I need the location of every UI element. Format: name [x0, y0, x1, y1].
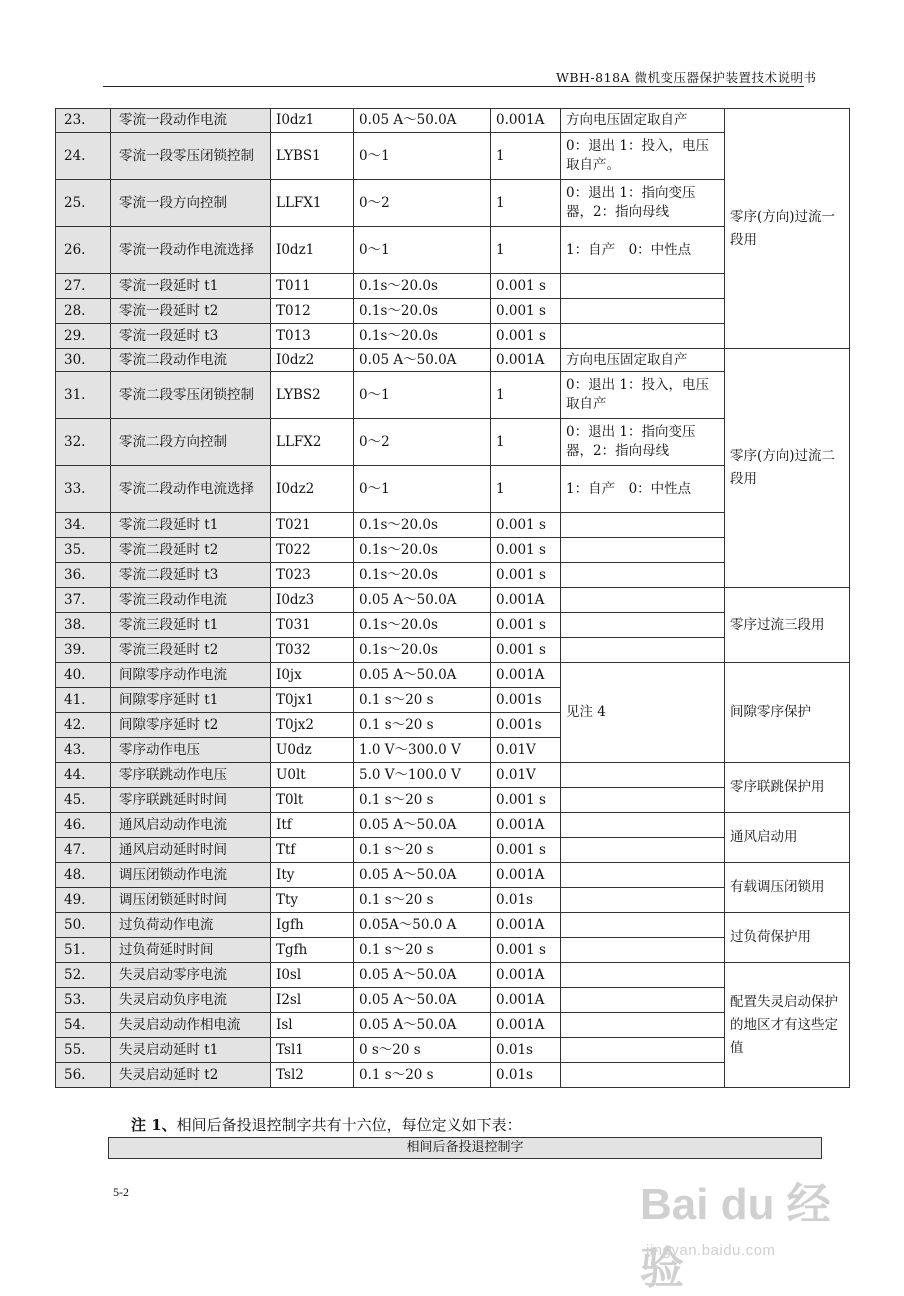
setting-step: 0.001A: [491, 813, 561, 838]
row-number: 40.: [56, 663, 111, 688]
row-number: 27.: [56, 274, 111, 299]
setting-range: 0.1s～20.0s: [354, 563, 491, 588]
row-number: 38.: [56, 613, 111, 638]
usage-group: 通风启动用: [725, 813, 850, 863]
parameter-name: 零流二段延时 t3: [111, 563, 271, 588]
row-number: 39.: [56, 638, 111, 663]
setting-step: 1: [491, 227, 561, 274]
setting-range: 1.0 V～300.0 V: [354, 738, 491, 763]
settings-table: [55, 108, 850, 1088]
parameter-code: I0jx: [271, 663, 354, 688]
remark: 0：退出 1：指向变压器，2：指向母线: [561, 419, 725, 466]
parameter-name: 零流一段零压闭锁控制: [111, 133, 271, 180]
remark: [561, 1063, 725, 1088]
setting-range: 0.1s～20.0s: [354, 299, 491, 324]
parameter-name: 零流三段延时 t2: [111, 638, 271, 663]
parameter-code: I0dz1: [271, 227, 354, 274]
watermark-logo: Bai du 经验: [640, 1180, 831, 1293]
row-number: 28.: [56, 299, 111, 324]
remark: 方向电压固定取自产: [561, 109, 725, 133]
usage-group: 零序过流三段用: [725, 588, 850, 663]
row-number: 49.: [56, 888, 111, 913]
table-row: [56, 588, 850, 613]
row-number: 55.: [56, 1038, 111, 1063]
parameter-name: 零序联跳延时时间: [111, 788, 271, 813]
setting-range: 0.05 A～50.0A: [354, 349, 491, 372]
setting-range: 0～2: [354, 180, 491, 227]
parameter-code: Tsl2: [271, 1063, 354, 1088]
row-number: 43.: [56, 738, 111, 763]
setting-range: 0.05 A～50.0A: [354, 663, 491, 688]
setting-range: 0.05 A～50.0A: [354, 1013, 491, 1038]
parameter-name: 零序动作电压: [111, 738, 271, 763]
remark: [561, 538, 725, 563]
document-header: WBH-818A 微机变压器保护装置技术说明书: [556, 70, 817, 85]
setting-step: 0.001s: [491, 713, 561, 738]
setting-range: 0.05 A～50.0A: [354, 863, 491, 888]
row-number: 51.: [56, 938, 111, 963]
parameter-name: 失灵启动零序电流: [111, 963, 271, 988]
row-number: 24.: [56, 133, 111, 180]
parameter-code: Tsl1: [271, 1038, 354, 1063]
row-number: 32.: [56, 419, 111, 466]
note-1-prefix: 注 1、: [131, 1116, 177, 1134]
remark: [561, 938, 725, 963]
parameter-code: I0dz2: [271, 466, 354, 513]
parameter-code: T032: [271, 638, 354, 663]
setting-range: 5.0 V～100.0 V: [354, 763, 491, 788]
setting-step: 1: [491, 466, 561, 513]
parameter-name: 零流二段延时 t1: [111, 513, 271, 538]
remark: [561, 513, 725, 538]
remark: [561, 274, 725, 299]
remark: [561, 963, 725, 988]
setting-range: 0.05 A～50.0A: [354, 813, 491, 838]
setting-step: 0.001 s: [491, 324, 561, 349]
parameter-code: T0jx2: [271, 713, 354, 738]
remark: [561, 563, 725, 588]
parameter-code: Tty: [271, 888, 354, 913]
setting-range: 0～2: [354, 419, 491, 466]
remark: [561, 888, 725, 913]
parameter-code: U0lt: [271, 763, 354, 788]
usage-group: 过负荷保护用: [725, 913, 850, 963]
setting-range: 0.1 s～20 s: [354, 888, 491, 913]
remark: 0：退出 1：投入，电压取自产。: [561, 133, 725, 180]
table-row: [56, 813, 850, 838]
parameter-name: 失灵启动负序电流: [111, 988, 271, 1013]
setting-range: 0.1 s～20 s: [354, 938, 491, 963]
row-number: 56.: [56, 1063, 111, 1088]
setting-step: 0.001A: [491, 863, 561, 888]
parameter-name: 过负荷动作电流: [111, 913, 271, 938]
parameter-name: 零流一段延时 t1: [111, 274, 271, 299]
table-row: [56, 863, 850, 888]
setting-step: 1: [491, 180, 561, 227]
parameter-name: 零流三段延时 t1: [111, 613, 271, 638]
control-word-table-header: 相间后备投退控制字: [108, 1137, 822, 1159]
remark: 1：自产 0：中性点: [561, 227, 725, 274]
parameter-name: 调压闭锁动作电流: [111, 863, 271, 888]
setting-range: 0～1: [354, 466, 491, 513]
parameter-code: T021: [271, 513, 354, 538]
setting-step: 0.01V: [491, 763, 561, 788]
remark: [561, 1038, 725, 1063]
remark: 1：自产 0：中性点: [561, 466, 725, 513]
setting-step: 0.001 s: [491, 788, 561, 813]
watermark-url: jingyan.baidu.com: [646, 1242, 776, 1259]
row-number: 25.: [56, 180, 111, 227]
remark: [561, 863, 725, 888]
parameter-code: T0jx1: [271, 688, 354, 713]
parameter-name: 失灵启动延时 t1: [111, 1038, 271, 1063]
row-number: 37.: [56, 588, 111, 613]
setting-step: 1: [491, 419, 561, 466]
parameter-code: Ity: [271, 863, 354, 888]
setting-step: 0.001 s: [491, 563, 561, 588]
setting-step: 0.001 s: [491, 513, 561, 538]
watermark: [640, 1160, 850, 1293]
setting-step: 0.001A: [491, 913, 561, 938]
setting-range: 0.05 A～50.0A: [354, 588, 491, 613]
parameter-name: 调压闭锁延时时间: [111, 888, 271, 913]
row-number: 31.: [56, 372, 111, 419]
remark: [561, 588, 725, 613]
row-number: 48.: [56, 863, 111, 888]
setting-step: 1: [491, 372, 561, 419]
setting-step: 0.01s: [491, 1038, 561, 1063]
parameter-code: Itf: [271, 813, 354, 838]
remark: [561, 763, 725, 788]
parameter-name: 通风启动延时时间: [111, 838, 271, 863]
setting-step: 0.001A: [491, 588, 561, 613]
parameter-code: LLFX2: [271, 419, 354, 466]
setting-step: 0.001 s: [491, 613, 561, 638]
setting-range: 0.1s～20.0s: [354, 538, 491, 563]
row-number: 36.: [56, 563, 111, 588]
setting-range: 0.1s～20.0s: [354, 513, 491, 538]
setting-step: 0.001A: [491, 1013, 561, 1038]
setting-range: 0.05 A～50.0A: [354, 963, 491, 988]
setting-step: 0.001 s: [491, 274, 561, 299]
parameter-code: T022: [271, 538, 354, 563]
row-number: 54.: [56, 1013, 111, 1038]
usage-group: 零序联跳保护用: [725, 763, 850, 813]
parameter-name: 零流二段延时 t2: [111, 538, 271, 563]
row-number: 53.: [56, 988, 111, 1013]
table-row: [56, 763, 850, 788]
parameter-code: I2sl: [271, 988, 354, 1013]
setting-step: 0.001 s: [491, 299, 561, 324]
merged-remark: 见注 4: [561, 663, 725, 763]
parameter-code: I0sl: [271, 963, 354, 988]
parameter-name: 零流二段零压闭锁控制: [111, 372, 271, 419]
parameter-code: Igfh: [271, 913, 354, 938]
parameter-name: 失灵启动动作相电流: [111, 1013, 271, 1038]
row-number: 52.: [56, 963, 111, 988]
row-number: 47.: [56, 838, 111, 863]
row-number: 35.: [56, 538, 111, 563]
parameter-name: 间隙零序延时 t1: [111, 688, 271, 713]
table-row: [56, 663, 850, 688]
remark: [561, 613, 725, 638]
parameter-name: 过负荷延时时间: [111, 938, 271, 963]
usage-group: 有载调压闭锁用: [725, 863, 850, 913]
row-number: 33.: [56, 466, 111, 513]
setting-step: 0.01s: [491, 888, 561, 913]
setting-step: 0.001 s: [491, 838, 561, 863]
remark: 0：退出 1：投入，电压取自产: [561, 372, 725, 419]
parameter-code: Isl: [271, 1013, 354, 1038]
parameter-name: 零流一段延时 t2: [111, 299, 271, 324]
parameter-code: LLFX1: [271, 180, 354, 227]
table-row: [56, 963, 850, 988]
parameter-name: 零流三段动作电流: [111, 588, 271, 613]
parameter-name: 失灵启动延时 t2: [111, 1063, 271, 1088]
usage-group: 间隙零序保护: [725, 663, 850, 763]
setting-step: 0.001A: [491, 988, 561, 1013]
parameter-name: 通风启动动作电流: [111, 813, 271, 838]
row-number: 26.: [56, 227, 111, 274]
setting-step: 0.001 s: [491, 938, 561, 963]
parameter-code: I0dz2: [271, 349, 354, 372]
setting-range: 0.05 A～50.0A: [354, 109, 491, 133]
setting-range: 0.1 s～20 s: [354, 1063, 491, 1088]
setting-step: 0.001A: [491, 963, 561, 988]
row-number: 34.: [56, 513, 111, 538]
setting-range: 0.1 s～20 s: [354, 838, 491, 863]
setting-step: 0.001 s: [491, 638, 561, 663]
setting-range: 0.1 s～20 s: [354, 688, 491, 713]
remark: [561, 324, 725, 349]
parameter-name: 零流一段延时 t3: [111, 324, 271, 349]
remark: 方向电压固定取自产: [561, 349, 725, 372]
parameter-name: 零流一段动作电流选择: [111, 227, 271, 274]
remark: [561, 788, 725, 813]
note-1: [131, 1114, 522, 1135]
usage-group: 零序(方向)过流一段用: [725, 109, 850, 349]
setting-range: 0.1s～20.0s: [354, 274, 491, 299]
header-rule: [103, 86, 804, 87]
usage-group: 零序(方向)过流二段用: [725, 349, 850, 588]
remark: [561, 813, 725, 838]
remark: [561, 299, 725, 324]
parameter-code: LYBS1: [271, 133, 354, 180]
setting-range: 0.1s～20.0s: [354, 324, 491, 349]
parameter-code: T011: [271, 274, 354, 299]
setting-range: 0 s～20 s: [354, 1038, 491, 1063]
setting-range: 0.1 s～20 s: [354, 788, 491, 813]
parameter-code: Tgfh: [271, 938, 354, 963]
parameter-name: 零流二段动作电流: [111, 349, 271, 372]
remark: [561, 913, 725, 938]
setting-step: 0.01s: [491, 1063, 561, 1088]
parameter-code: T012: [271, 299, 354, 324]
setting-range: 0～1: [354, 227, 491, 274]
parameter-code: Ttf: [271, 838, 354, 863]
row-number: 23.: [56, 109, 111, 133]
parameter-code: T0lt: [271, 788, 354, 813]
setting-range: 0.05A～50.0 A: [354, 913, 491, 938]
parameter-code: U0dz: [271, 738, 354, 763]
row-number: 50.: [56, 913, 111, 938]
parameter-name: 间隙零序动作电流: [111, 663, 271, 688]
row-number: 30.: [56, 349, 111, 372]
note-1-text: 相间后备投退控制字共有十六位，每位定义如下表：: [176, 1116, 522, 1134]
parameter-code: I0dz3: [271, 588, 354, 613]
setting-range: 0.05 A～50.0A: [354, 988, 491, 1013]
remark: [561, 988, 725, 1013]
parameter-code: T013: [271, 324, 354, 349]
setting-step: 0.001s: [491, 688, 561, 713]
remark: [561, 838, 725, 863]
remark: [561, 638, 725, 663]
setting-step: 0.001 s: [491, 538, 561, 563]
parameter-name: 零序联跳动作电压: [111, 763, 271, 788]
page-number: 5-2: [113, 1185, 129, 1199]
remark: [561, 1013, 725, 1038]
parameter-name: 间隙零序延时 t2: [111, 713, 271, 738]
parameter-name: 零流二段动作电流选择: [111, 466, 271, 513]
setting-step: 0.001A: [491, 109, 561, 133]
setting-range: 0～1: [354, 372, 491, 419]
row-number: 42.: [56, 713, 111, 738]
setting-range: 0～1: [354, 133, 491, 180]
setting-range: 0.1s～20.0s: [354, 613, 491, 638]
setting-step: 0.001A: [491, 663, 561, 688]
row-number: 46.: [56, 813, 111, 838]
parameter-code: I0dz1: [271, 109, 354, 133]
table-row: [56, 913, 850, 938]
parameter-name: 零流二段方向控制: [111, 419, 271, 466]
setting-step: 0.001A: [491, 349, 561, 372]
remark: 0：退出 1：指向变压器，2：指向母线: [561, 180, 725, 227]
setting-step: 1: [491, 133, 561, 180]
parameter-code: LYBS2: [271, 372, 354, 419]
row-number: 41.: [56, 688, 111, 713]
parameter-code: T031: [271, 613, 354, 638]
row-number: 44.: [56, 763, 111, 788]
setting-step: 0.01V: [491, 738, 561, 763]
parameter-name: 零流一段方向控制: [111, 180, 271, 227]
table-row: [56, 109, 850, 133]
usage-group: 配置失灵启动保护的地区才有这些定值: [725, 963, 850, 1088]
parameter-name: 零流一段动作电流: [111, 109, 271, 133]
row-number: 45.: [56, 788, 111, 813]
setting-range: 0.1 s～20 s: [354, 713, 491, 738]
parameter-code: T023: [271, 563, 354, 588]
row-number: 29.: [56, 324, 111, 349]
setting-range: 0.1s～20.0s: [354, 638, 491, 663]
table-row: [56, 349, 850, 372]
